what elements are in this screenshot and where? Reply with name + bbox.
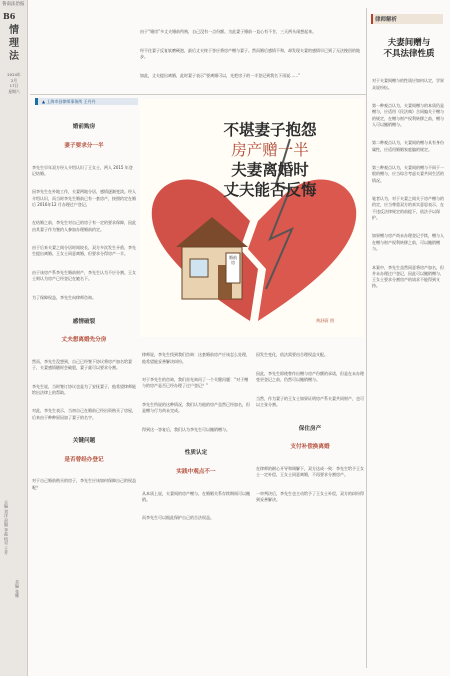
headline-line: 夫妻离婚时 bbox=[231, 160, 309, 179]
date-day: 17日 bbox=[9, 83, 19, 88]
paragraph: 李先生所说的这种情况，我们认为他的房产虽然已经加名，但是赠与行为尚未完成。 bbox=[142, 402, 250, 414]
paragraph: 因此，李先生即使曾作出赠与房产份额的承诺，但是在未办理变更登记之前，仍然可以撤销赠与。 bbox=[256, 371, 364, 383]
date-year: 2024年 bbox=[7, 72, 21, 77]
paragraph: 第一种观点认为，夫妻间赠与的本质仍是赠与，应适用《民法典》合同编关于赠与的规定，在赠与财产权利转移之前，赠与人可以撤销赠与。 bbox=[372, 103, 444, 127]
middle-column-right bbox=[256, 340, 364, 509]
paragraph: 当然，作为妻子的王女士如果证明房产系夫妻共同财产，也可以主张分割。 bbox=[256, 395, 364, 408]
paragraph: 本案中，李先生虽然同意将房产加名，但并未办理过户登记，因此可以撤销赠与，王女士要求分割房产的请求不能得到支持。 bbox=[372, 264, 444, 289]
paragraph: 律师说，李先生找到我们咨询：这套婚前房产应该怎么处理，他希望能妥善解决纠纷。 bbox=[142, 352, 250, 364]
intro-paragraph: 经不住妻子反复软磨硬泡，最后丈夫终于答应将房产赠与妻子。然而婚后感情不和，却发现夫妻的感情早已到了无法挽回的地步。 bbox=[140, 48, 360, 60]
page-number: B6 bbox=[3, 11, 16, 21]
subheading: 性质认定 bbox=[184, 450, 208, 457]
paragraph: 由于后来夫妻之间分居时间较长，双方多次发生矛盾，李先生提出离婚。王女士同意离婚，但要求分得房产一半。 bbox=[32, 245, 136, 257]
divider bbox=[366, 8, 367, 668]
paragraph: 由于该房产系李先生婚前财产，李先生认为不应分割。王女士则认为房产已经登记在她名下。 bbox=[32, 270, 136, 282]
subheading: 保住房产 bbox=[298, 425, 322, 432]
middle-column-left bbox=[142, 340, 250, 528]
subheading: 支付补偿换离婚 bbox=[290, 444, 330, 451]
headline bbox=[178, 120, 362, 200]
subheading: 丈夫想离婚先分房 bbox=[61, 337, 107, 344]
paragraph: 对于自己婚前购买的房子，李先生应该如何保障自己的权益呢？ bbox=[32, 478, 136, 490]
column-tag-label: 律师解析 bbox=[375, 17, 398, 23]
paragraph: 从本质上说，夫妻间的房产赠与，在婚姻关系存续期间可以撤销。 bbox=[142, 490, 250, 502]
editor-credits: 主编 刘洋 责编 李磊 校对 王芳 bbox=[4, 500, 9, 555]
section-title bbox=[6, 24, 22, 63]
title-line: 夫妻间赠与 bbox=[387, 38, 431, 48]
title-line: 不具法律性质 bbox=[383, 49, 435, 59]
house-sign-label: 婚前房 bbox=[229, 255, 237, 265]
paragraph: 如果赠与房产尚未办理登记手续，赠与人在赠与财产权利转移之前，可以撤销赠与。 bbox=[372, 233, 444, 251]
paragraph: 因李先生在外地工作，夫妻两地分居，感情逐渐变淡。经人介绍认识，而当时李先生婚前已有一套房产，按照约定在婚后 2016年12 月办理过户登记。 bbox=[32, 189, 136, 207]
paragraph: 对于李先生的咨询，我们首先询问了一个关键问题：“对于赠与的房产是否已经办理了过户登记？” bbox=[142, 377, 249, 389]
paragraph: 第二种观点认为，夫妻间的赠与具有身份属性，应适用婚姻家庭编的规定。 bbox=[372, 140, 444, 152]
intro-paragraph: 如此，丈夫提出离婚，此时妻子表示“要离婚可以，先把房子的一半登记到我名下再说……” bbox=[140, 72, 301, 78]
date-weekday: 星期六 bbox=[8, 88, 20, 94]
section-sidebar bbox=[0, 0, 28, 676]
paragraph: 在结婚之前，李先生对自己的房子有一定的要求保障，因此由其妻子作为签约人参加办理婚前约定。 bbox=[32, 220, 136, 232]
subheading: 是否曾经办登记 bbox=[64, 456, 104, 463]
section-title-text: 情理法 bbox=[9, 25, 19, 62]
paragraph: 在律师的耐心开导和调解下，双方达成一致：李先生给予王女士一定补偿，王女士同意离婚，不再要求分割房产。 bbox=[256, 465, 364, 478]
paragraph: 李先生早年双方经人介绍认识了王女士，两人 2015 年登记结婚。 bbox=[32, 164, 133, 176]
paragraph: 因发生变化，依法需要由合理权益支配。 bbox=[256, 352, 328, 358]
date-month: 2月 bbox=[10, 77, 18, 83]
subheading: 感情破裂 bbox=[72, 318, 96, 325]
illustration-credit: 黄舒蔚 图 bbox=[316, 318, 335, 323]
paper-name: 鲁南法治报 bbox=[2, 2, 25, 7]
paragraph: 第三种观点认为，夫妻间的赠与不同于一般的赠与，应当综合考虑夫妻共同生活的情况。 bbox=[372, 165, 444, 183]
subheading: 婚前购房 bbox=[72, 124, 96, 131]
subheading: 关键问题 bbox=[72, 438, 96, 445]
right-column-body bbox=[372, 66, 446, 296]
intro-block bbox=[140, 17, 364, 85]
right-column-title bbox=[371, 38, 447, 60]
masthead bbox=[0, 0, 450, 10]
column-tag bbox=[371, 14, 443, 24]
paragraph: 为了保障权益，李先生向律师咨询。 bbox=[32, 294, 96, 300]
designer-credit: 美编 张娜 bbox=[15, 580, 20, 598]
paragraph: 对此，李先生表示，当初自己在婚前已经出资购买了房屋，后来由于种种原因加了妻子的名字。 bbox=[32, 408, 136, 420]
paragraph: 一审判决后，李先生也主动给予了王女士补偿，双方的纠纷得到妥善解决。 bbox=[256, 490, 364, 502]
divider bbox=[30, 94, 366, 95]
paragraph: 李先生说，当时签订协议也是为了安抚妻子，他希望律师能给出法律上的帮助。 bbox=[32, 383, 136, 395]
tag-accent-bar bbox=[371, 14, 373, 24]
intro-paragraph: 由于“婚房”多丈夫婚前所购，自己没有一点份额。为此妻子婚前一直心有不甘，三天两头闹想起来。 bbox=[140, 29, 317, 35]
byline bbox=[35, 98, 138, 105]
paragraph: 得到这一答复后，我们认为李先生可以撤销赠与。 bbox=[142, 426, 230, 432]
headline-line: 房产赠一半 bbox=[231, 141, 309, 159]
issue-date bbox=[3, 72, 25, 94]
headline-line: 不堪妻子抱怨 bbox=[223, 120, 317, 139]
paragraph: 而李先生可以据此保护自己的合法权益。 bbox=[142, 515, 214, 521]
left-column bbox=[32, 112, 136, 497]
paragraph: 笔者认为，对于夫妻之间关于房产赠与的约定，应当尊重双方的真实意思表示，在不违反法律规定的前提下，依法予以保护。 bbox=[372, 196, 444, 220]
headline-line: 丈夫能否反悔 bbox=[223, 180, 317, 199]
paragraph: 然而，李先生没想到，自己已经签下协议将房产加名给妻子，夫妻感情随时会破裂，妻子就可以要求分割。 bbox=[32, 358, 132, 370]
subheading: 妻子要求分一半 bbox=[64, 143, 104, 150]
subheading: 实践中观点不一 bbox=[176, 469, 216, 476]
paragraph: 对于夫妻间赠与的性质应如何认定，学界众说纷纭。 bbox=[372, 78, 444, 90]
byline-text: ▲ 上海市昌律师事务所 王丹丹 bbox=[42, 99, 96, 104]
